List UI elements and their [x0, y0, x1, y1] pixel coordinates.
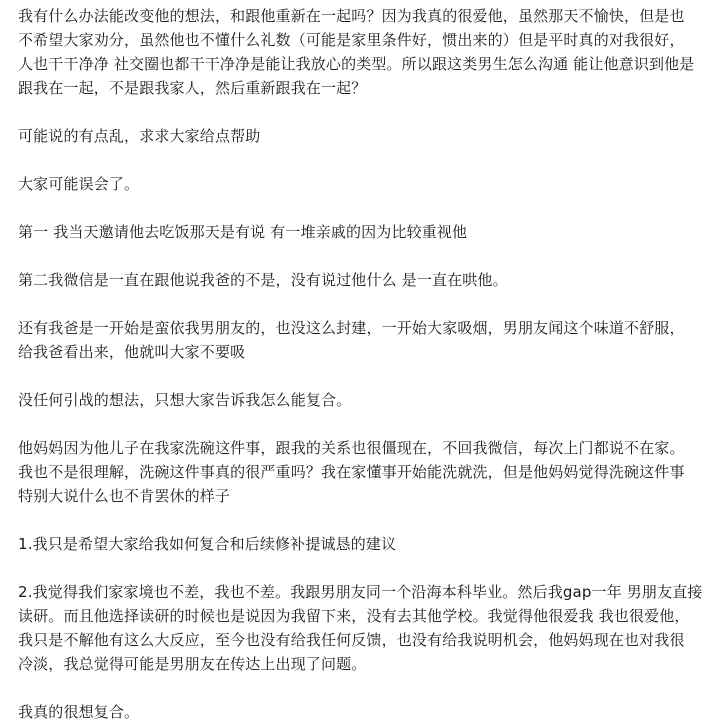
post-paragraph — [18, 316, 698, 364]
post-paragraph — [18, 700, 698, 724]
paragraph-line: 我真的很想复合。 — [18, 703, 140, 721]
paragraph-line: 人也干干净净 社交圈也都干干净净是能让我放心的类型。所以跟这类男生怎么沟通 能让他意识到他是 — [18, 55, 695, 73]
paragraph-line: 1.我只是希望大家给我如何复合和后续修补提诚恳的建议 — [18, 535, 397, 553]
post-paragraph — [18, 268, 698, 292]
post-paragraph — [18, 580, 703, 676]
post-paragraph — [18, 172, 698, 196]
paragraph-spacer — [18, 292, 698, 316]
paragraph-spacer — [18, 244, 698, 268]
post-body — [18, 4, 703, 724]
paragraph-line: 第一 我当天邀请他去吃饭那天是有说 有一堆亲戚的因为比较重视他 — [18, 223, 468, 241]
paragraph-line: 不希望大家劝分，虽然他也不懂什么礼数（可能是家里条件好，惯出来的）但是平时真的对我很好， — [18, 31, 685, 49]
paragraph-line: 读研。而且他选择读研的时候也是说因为我留下来，没有去其他学校。我觉得他很爱我 我也很爱他， — [18, 607, 690, 625]
paragraph-line: 跟我在一起，不是跟我家人，然后重新跟我在一起？ — [18, 79, 367, 97]
post-paragraph — [18, 4, 698, 100]
paragraph-line: 第二我微信是一直在跟他说我爸的不是，没有说过他什么 是一直在哄他。 — [18, 271, 508, 289]
paragraph-line: 我有什么办法能改变他的想法，和跟他重新在一起吗？因为我真的很爱他，虽然那天不愉快，但是也 — [18, 7, 685, 25]
paragraph-line: 我只是不解他有这么大反应，至今也没有给我任何反馈，也没有给我说明机会，他妈妈现在也对我很 — [18, 631, 685, 649]
paragraph-line: 冷淡，我总觉得可能是男朋友在传达上出现了问题。 — [18, 655, 367, 673]
paragraph-line: 大家可能误会了。 — [18, 175, 140, 193]
post-paragraph — [18, 388, 698, 412]
paragraph-spacer — [18, 100, 698, 124]
paragraph-spacer — [18, 148, 698, 172]
paragraph-spacer — [18, 556, 698, 580]
paragraph-spacer — [18, 508, 698, 532]
paragraph-line: 2.我觉得我们家家境也不差，我也不差。我跟男朋友同一个沿海本科毕业。然后我gap一年 男朋友直接 — [18, 583, 703, 601]
post-paragraph — [18, 436, 698, 508]
post-paragraph — [18, 532, 698, 556]
paragraph-line: 他妈妈因为他儿子在我家洗碗这件事，跟我的关系也很僵现在，不回我微信，每次上门都说不在家。 — [18, 439, 685, 457]
paragraph-spacer — [18, 196, 698, 220]
paragraph-spacer — [18, 412, 698, 436]
post-paragraph — [18, 220, 698, 244]
paragraph-line: 还有我爸是一开始是蛮依我男朋友的，也没这么封建，一开始大家吸烟，男朋友闻这个味道不舒服， — [18, 319, 685, 337]
paragraph-spacer — [18, 364, 698, 388]
post-paragraph — [18, 124, 698, 148]
paragraph-line: 没任何引战的想法，只想大家告诉我怎么能复合。 — [18, 391, 352, 409]
paragraph-line: 我也不是很理解，洗碗这件事真的很严重吗？我在家懂事开始能洗就洗，但是他妈妈觉得洗碗这件事 — [18, 463, 685, 481]
paragraph-line: 给我爸看出来，他就叫大家不要吸 — [18, 343, 246, 361]
paragraph-line: 特别大说什么也不肯罢休的样子 — [18, 487, 231, 505]
paragraph-line: 可能说的有点乱，求求大家给点帮助 — [18, 127, 261, 145]
paragraph-spacer — [18, 676, 698, 700]
